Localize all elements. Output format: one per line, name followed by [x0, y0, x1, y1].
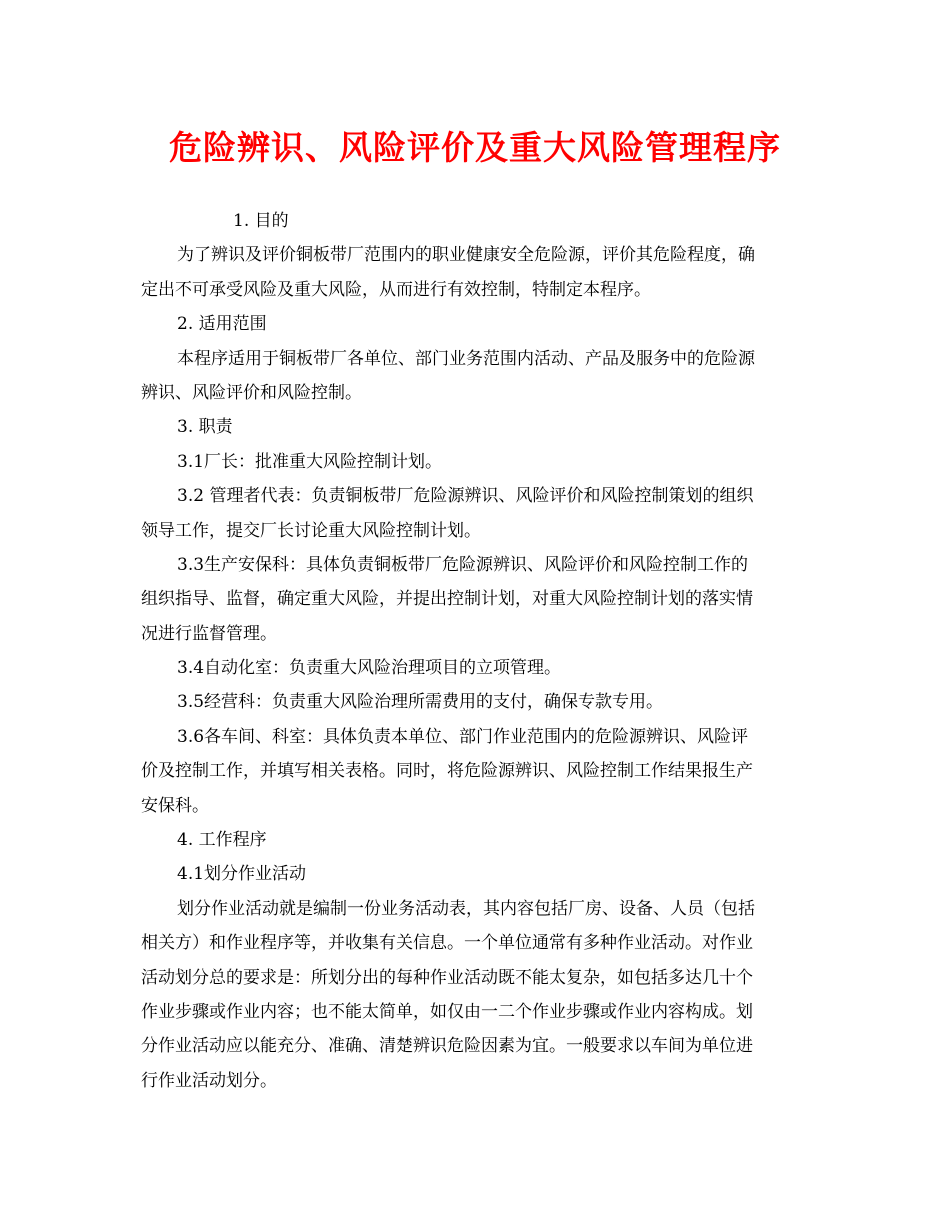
paragraph-line: 况进行监督管理。	[141, 623, 277, 644]
paragraph-line: 为了辨识及评价铜板带厂范围内的职业健康安全危险源，评价其危险程度，确	[177, 245, 755, 266]
paragraph-line: 3.6各车间、科室：具体负责本单位、部门作业范围内的危险源辨识、风险评	[177, 726, 749, 747]
paragraph-line: 辨识、风险评价和风险控制。	[141, 382, 362, 403]
paragraph-line: 3.4自动化室：负责重大风险治理项目的立项管理。	[177, 658, 562, 679]
section-heading-procedure: 4. 工作程序	[177, 830, 267, 851]
paragraph-line: 3.1厂长：批准重大风险控制计划。	[177, 451, 443, 472]
document-title: 危险辨识、风险评价及重大风险管理程序	[169, 128, 781, 167]
section-heading-responsibilities: 3. 职责	[177, 417, 233, 438]
paragraph-line: 安保科。	[141, 795, 209, 816]
paragraph-line: 3.3生产安保科：具体负责铜板带厂危险源辨识、风险评价和风险控制工作的	[177, 554, 749, 575]
section-heading-scope: 2. 适用范围	[177, 314, 267, 335]
paragraph-line: 领导工作，提交厂长讨论重大风险控制计划。	[141, 520, 481, 541]
paragraph-line: 组织指导、监督，确定重大风险，并提出控制计划，对重大风险控制计划的落实情	[141, 589, 753, 610]
paragraph-line: 行作业活动划分。	[141, 1070, 277, 1091]
paragraph-line: 价及控制工作，并填写相关表格。同时，将危险源辨识、风险控制工作结果报生产	[141, 761, 753, 782]
document-body	[141, 204, 811, 1098]
paragraph-line: 定出不可承受风险及重大风险，从而进行有效控制，特制定本程序。	[141, 279, 651, 300]
paragraph-line: 相关方）和作业程序等，并收集有关信息。一个单位通常有多种作业活动。对作业	[141, 933, 753, 954]
paragraph-line: 分作业活动应以能充分、准确、清楚辨识危险因素为宜。一般要求以车间为单位进	[141, 1036, 753, 1057]
paragraph-line: 划分作业活动就是编制一份业务活动表，其内容包括厂房、设备、人员（包括	[177, 898, 755, 919]
paragraph-line: 活动划分总的要求是：所划分出的每种作业活动既不能太复杂，如包括多达几十个	[141, 967, 753, 988]
subsection-heading: 4.1划分作业活动	[177, 864, 307, 885]
section-heading-purpose: 1. 目的	[233, 211, 289, 231]
paragraph-line: 作业步骤或作业内容；也不能太简单，如仅由一二个作业步骤或作业内容构成。划	[141, 1001, 753, 1022]
paragraph-line: 3.5经营科：负责重大风险治理所需费用的支付，确保专款专用。	[177, 692, 664, 713]
paragraph-line: 3.2 管理者代表：负责铜板带厂危险源辨识、风险评价和风险控制策划的组织	[177, 486, 754, 507]
paragraph-line: 本程序适用于铜板带厂各单位、部门业务范围内活动、产品及服务中的危险源	[177, 348, 755, 369]
